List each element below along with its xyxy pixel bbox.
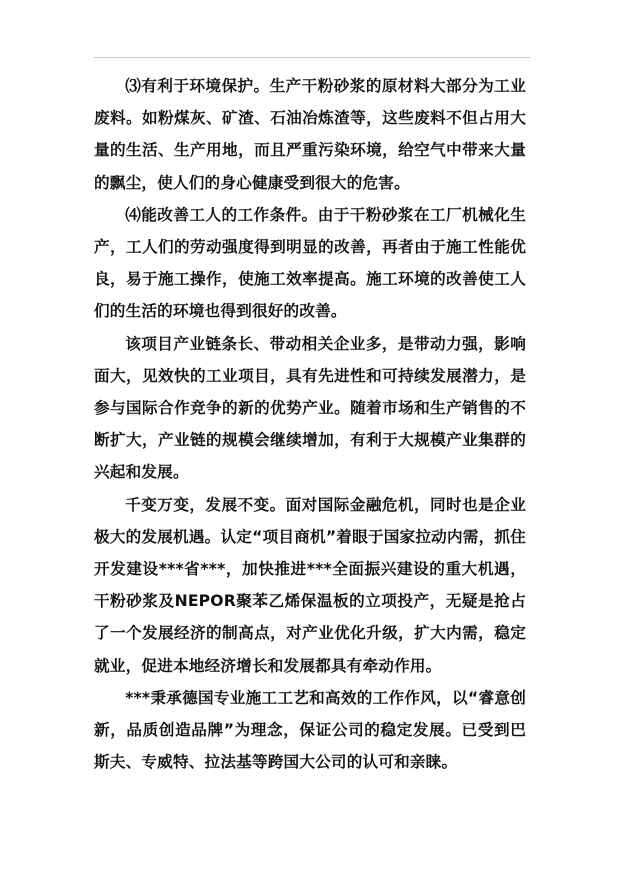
paragraph-development-opportunity: 千变万变，发展不变。面对国际金融危机，同时也是企业极大的发展机遇。认定“项目商机”着眼于国家拉动内需，抓住开发建设***省***，加快推进***全面振兴建设的重大机遇，干粉砂浆及NEPOR聚苯乙烯保温板的立项投产，无疑是抢占了一个发展经济的制高点，对产业优化升级，扩大内需，稳定就业，促进本地经济增长和发展都具有牵动作用。 [94, 495, 526, 675]
paragraph-environment: ⑶有利于环境保护。生产干粉砂浆的原材料大部分为工业废料。如粉煤灰、矿渣、石油冶炼渣等，这些废料不但占用大量的生活、生产用地，而且严重污染环境，给空气中带来大量的飘尘，使人们的身心健康受到很大的危害。 [94, 77, 526, 192]
paragraph-company-philosophy: ***秉承德国专业施工工艺和高效的工作作风，以“睿意创新，品质创造品牌”为理念，保证公司的稳定发展。已受到巴斯夫、专威特、拉法基等跨国大公司的认可和亲睐。 [94, 688, 526, 772]
document-body [94, 70, 526, 778]
paragraph-working-conditions: ⑷能改善工人的工作条件。由于干粉砂浆在工厂机械化生产，工人们的劳动强度得到明显的改善，再者由于施工性能优良，易于施工操作，使施工效率提高。施工环境的改善使工人们的生活的环境也得到很好的改善。 [94, 205, 526, 321]
header-rule [94, 57, 530, 58]
paragraph-industry-chain: 该项目产业链条长、带动相关企业多，是带动力强，影响面大，见效快的工业项目，具有先进性和可持续发展潜力，是参与国际合作竞争的新的优势产业。随着市场和生产销售的不断扩大，产业链的规模会继续增加，有利于大规模产业集群的兴起和发展。 [94, 334, 526, 482]
